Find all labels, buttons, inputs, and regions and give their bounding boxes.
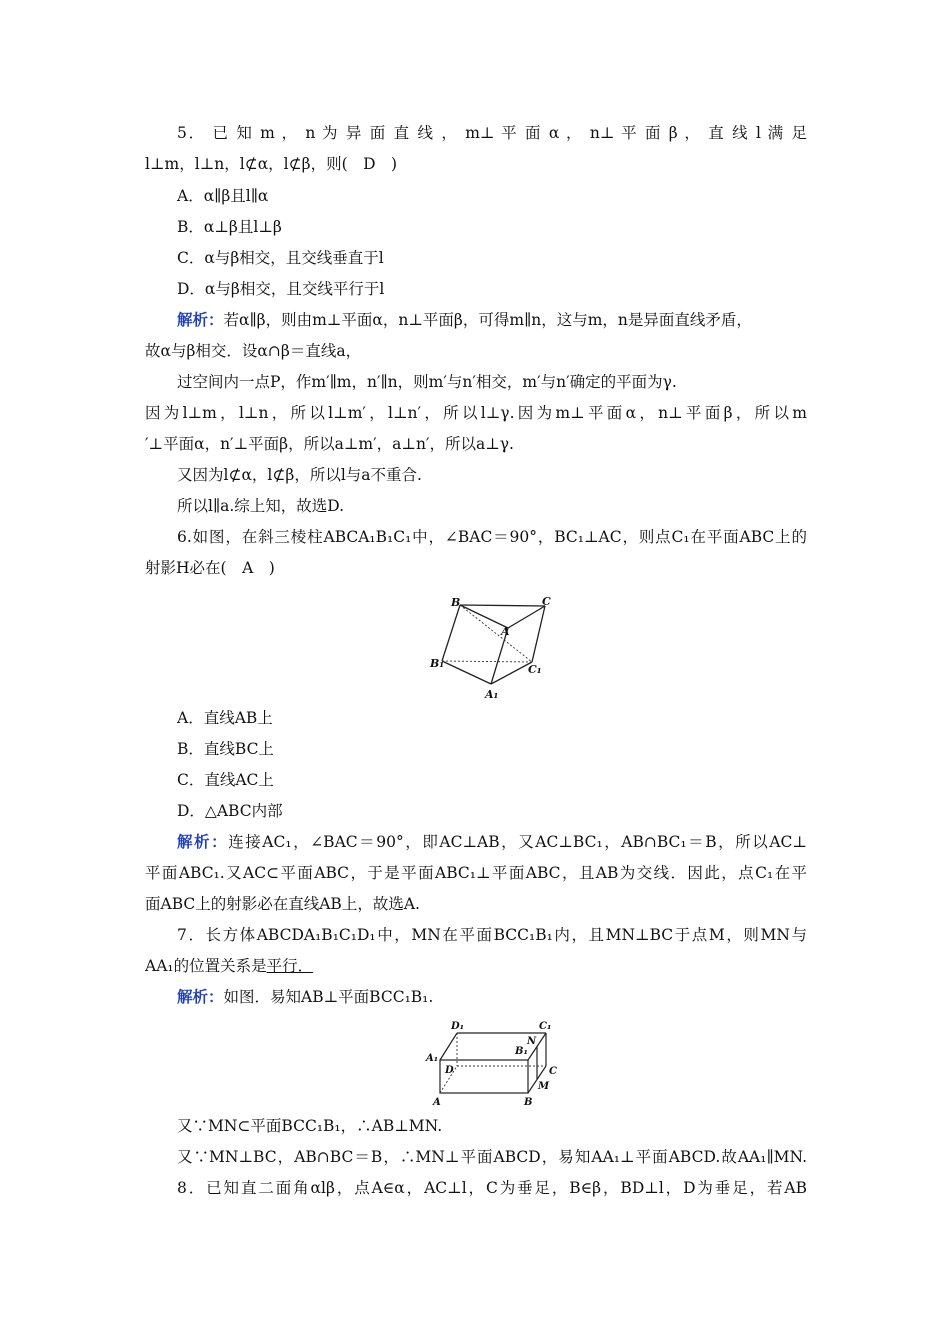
analysis-label: 解析：: [177, 310, 224, 329]
q7-stem-line2: [145, 956, 807, 976]
q6-stem-line2: 射影H必在( A ): [145, 559, 275, 577]
q7-analysis-text: 如图．易知AB⊥平面BCC₁B₁.: [223, 988, 434, 1006]
q5-analysis-line6: 又因为l⊄α，l⊄β，所以l与a不重合.: [177, 466, 422, 484]
q5-option-d: D．α与β相交，且交线平行于l: [177, 280, 385, 298]
q5-option-b: B．α⊥β且l⊥β: [177, 218, 282, 236]
cuboid-label-b1: B₁: [515, 1046, 528, 1057]
q7-analysis-line1: [177, 987, 807, 1007]
prism-label-c1: C₁: [528, 663, 542, 676]
q5-analysis-line5: ′⊥平面α，n′⊥平面β，所以a⊥m′，a⊥n′，所以a⊥γ.: [145, 435, 514, 453]
cuboid-label-a1: A₁: [426, 1053, 439, 1064]
q7-answer: 平行．: [266, 957, 314, 975]
q6-option-b: B．直线BC上: [177, 740, 274, 758]
cuboid-label-m: M: [538, 1081, 550, 1092]
q6-stem-line1: 6.如图，在斜三棱柱ABCA₁B₁C₁中，∠BAC＝90°，BC₁⊥AC，则点C₁在平面ABC上的: [177, 528, 807, 546]
cuboid-figure: [420, 1016, 565, 1113]
q5-option-c: C．α与β相交，且交线垂直于l: [177, 249, 384, 267]
q5-analysis-line1: [177, 310, 807, 330]
prism-label-b: B: [451, 596, 461, 609]
q6-analysis-line1: [177, 832, 807, 852]
analysis-label: 解析：: [177, 832, 229, 851]
q7-analysis-line3: 又∵MN⊥BC，AB∩BC＝B，∴MN⊥平面ABCD，易知AA₁⊥平面ABCD.故AA₁∥MN.: [177, 1148, 807, 1166]
cuboid-label-b: B: [524, 1097, 533, 1108]
q6-option-c: C．直线AC上: [177, 771, 274, 789]
q7-analysis-line2: 又∵MN⊂平面BCC₁B₁，∴AB⊥MN.: [177, 1117, 443, 1135]
cuboid-label-a: A: [433, 1097, 441, 1108]
q5-option-a: A．α∥β且l∥α: [177, 187, 269, 205]
prism-label-a1: A₁: [485, 688, 499, 701]
q5-stem-line1: 5． 已 知 m ， n 为 异 面 直 线 ， m⊥ 平 面 α ， n⊥ 平 面 β ， 直 线 l 满 足: [177, 124, 807, 142]
cuboid-label-n: N: [527, 1036, 537, 1047]
cuboid-label-c: C: [549, 1066, 557, 1077]
q6-option-a: A．直线AB上: [177, 709, 273, 727]
q5-analysis-line4: 因为l⊥m，l⊥n，所以l⊥m′，l⊥n′，所以l⊥γ.因为m⊥平面α，n⊥平面β，所以m: [145, 404, 807, 422]
cuboid-label-d1: D₁: [451, 1021, 465, 1032]
prism-label-a: A: [501, 625, 510, 638]
q6-analysis-line2: 平面ABC₁.又AC⊂平面ABC，于是平面ABC₁⊥平面ABC，且AB为交线．因此，点C₁在平: [145, 864, 807, 882]
analysis-label: 解析：: [177, 987, 224, 1006]
prism-label-c: C: [542, 595, 551, 608]
cuboid-label-d: D: [445, 1065, 454, 1076]
cuboid-label-c1: C₁: [539, 1021, 552, 1032]
q5-analysis-line3: 过空间内一点P，作m′∥m，n′∥n，则m′与n′相交，m′与n′确定的平面为γ.: [177, 373, 677, 391]
q5-stem-line2: l⊥m，l⊥n，l⊄α，l⊄β，则( D ): [145, 155, 398, 173]
q8-stem-line1: 8．已知直二面角αlβ，点A∈α，AC⊥l，C为垂足，B∈β，BD⊥l，D为垂足，若AB: [177, 1179, 807, 1197]
q7-stem-line1: 7．长方体ABCDA₁B₁C₁D₁中，MN在平面BCC₁B₁内，且MN⊥BC于点M，则MN与: [177, 926, 807, 944]
q6-option-d: D．△ABC内部: [177, 802, 283, 820]
q5-analysis-text: 若α∥β，则由m⊥平面α，n⊥平面β，可得m∥n，这与m，n是异面直线矛盾，: [223, 311, 752, 329]
q5-analysis-line7: 所以l∥a.综上知，故选D.: [177, 497, 345, 515]
q7-stem-prefix: AA₁的位置关系是: [145, 957, 267, 975]
prism-label-b1: B₁: [430, 657, 445, 670]
q6-analysis-text: 连接AC₁，∠BAC＝90°，即AC⊥AB，又AC⊥BC₁，AB∩BC₁＝B，所以AC⊥: [228, 833, 807, 851]
q5-analysis-line2: 故α与β相交．设α∩β＝直线a，: [145, 342, 362, 360]
q6-analysis-line3: 面ABC上的射影必在直线AB上，故选A.: [145, 895, 420, 913]
prism-figure: [425, 593, 560, 705]
